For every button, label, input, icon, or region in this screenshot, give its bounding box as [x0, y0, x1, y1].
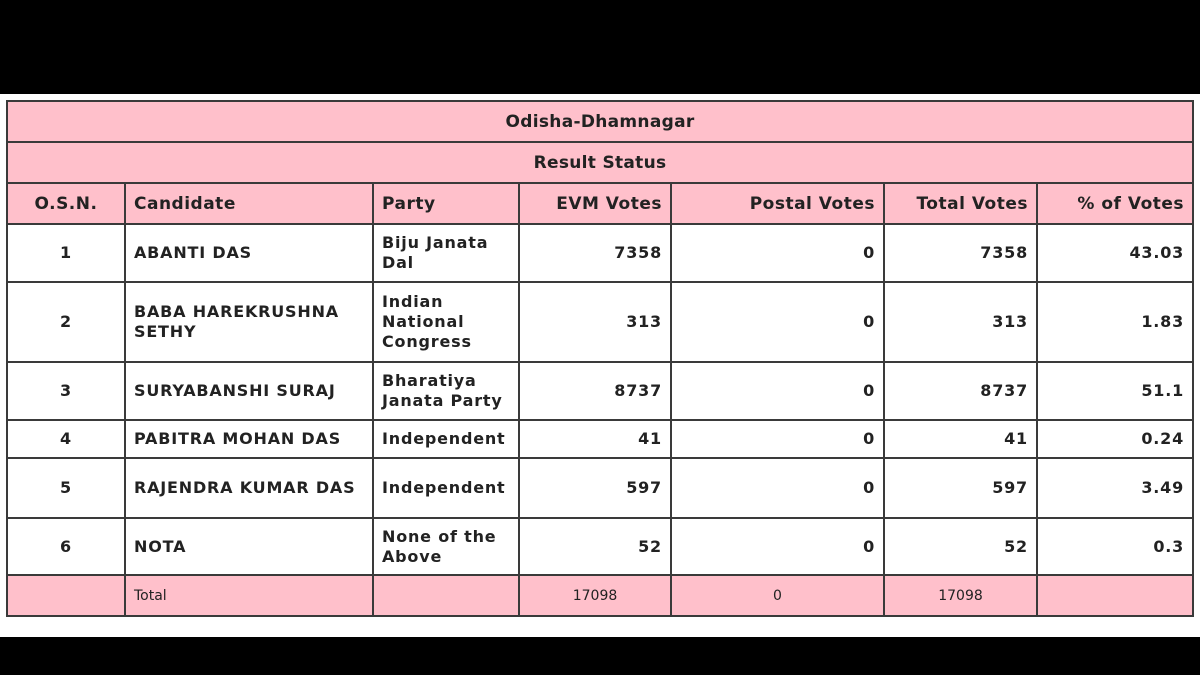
- cell-percent-votes: 3.49: [1037, 458, 1193, 518]
- cell-evm-votes: 52: [519, 518, 671, 575]
- cell-osn: 5: [7, 458, 125, 518]
- cell-percent-votes: 0.3: [1037, 518, 1193, 575]
- cell-candidate: ABANTI DAS: [125, 224, 373, 282]
- totals-osn-cell: [7, 575, 125, 616]
- cell-total-votes: 8737: [884, 362, 1037, 420]
- cell-osn: 6: [7, 518, 125, 575]
- header-party: Party: [373, 183, 519, 224]
- totals-party-cell: [373, 575, 519, 616]
- cell-candidate: BABA HAREKRUSHNA SETHY: [125, 282, 373, 362]
- cell-candidate: PABITRA MOHAN DAS: [125, 420, 373, 458]
- cell-evm-votes: 7358: [519, 224, 671, 282]
- totals-label: Total: [125, 575, 373, 616]
- totals-percent-cell: [1037, 575, 1193, 616]
- cell-osn: 4: [7, 420, 125, 458]
- cell-party: Biju Janata Dal: [373, 224, 519, 282]
- table-row: [7, 224, 1193, 282]
- cell-osn: 1: [7, 224, 125, 282]
- cell-candidate: SURYABANSHI SURAJ: [125, 362, 373, 420]
- table-row: [7, 362, 1193, 420]
- result-status-heading: Result Status: [7, 142, 1193, 183]
- table-row: [7, 282, 1193, 362]
- header-evm-votes: EVM Votes: [519, 183, 671, 224]
- cell-percent-votes: 51.1: [1037, 362, 1193, 420]
- cell-postal-votes: 0: [671, 224, 884, 282]
- cell-postal-votes: 0: [671, 518, 884, 575]
- constituency-title: Odisha-Dhamnagar: [7, 101, 1193, 142]
- cell-percent-votes: 0.24: [1037, 420, 1193, 458]
- table-row: [7, 518, 1193, 575]
- column-header-row: [7, 183, 1193, 224]
- totals-postal-votes: 0: [671, 575, 884, 616]
- totals-row: [7, 575, 1193, 616]
- cell-total-votes: 597: [884, 458, 1037, 518]
- cell-total-votes: 41: [884, 420, 1037, 458]
- cell-percent-votes: 1.83: [1037, 282, 1193, 362]
- cell-total-votes: 52: [884, 518, 1037, 575]
- cell-party: Bharatiya Janata Party: [373, 362, 519, 420]
- cell-osn: 2: [7, 282, 125, 362]
- result-status-row: [7, 142, 1193, 183]
- cell-percent-votes: 43.03: [1037, 224, 1193, 282]
- cell-postal-votes: 0: [671, 282, 884, 362]
- cell-osn: 3: [7, 362, 125, 420]
- cell-candidate: NOTA: [125, 518, 373, 575]
- cell-postal-votes: 0: [671, 362, 884, 420]
- results-page: [0, 94, 1200, 637]
- totals-total-votes: 17098: [884, 575, 1037, 616]
- cell-evm-votes: 41: [519, 420, 671, 458]
- cell-evm-votes: 313: [519, 282, 671, 362]
- constituency-title-row: [7, 101, 1193, 142]
- header-percent-votes: % of Votes: [1037, 183, 1193, 224]
- cell-evm-votes: 8737: [519, 362, 671, 420]
- cell-party: Independent: [373, 458, 519, 518]
- cell-party: None of the Above: [373, 518, 519, 575]
- table-row: [7, 420, 1193, 458]
- cell-party: Independent: [373, 420, 519, 458]
- cell-candidate: RAJENDRA KUMAR DAS: [125, 458, 373, 518]
- header-candidate: Candidate: [125, 183, 373, 224]
- cell-postal-votes: 0: [671, 458, 884, 518]
- results-table: [6, 100, 1194, 617]
- cell-total-votes: 7358: [884, 224, 1037, 282]
- header-postal-votes: Postal Votes: [671, 183, 884, 224]
- totals-evm-votes: 17098: [519, 575, 671, 616]
- cell-total-votes: 313: [884, 282, 1037, 362]
- table-row: [7, 458, 1193, 518]
- header-osn: O.S.N.: [7, 183, 125, 224]
- cell-evm-votes: 597: [519, 458, 671, 518]
- cell-postal-votes: 0: [671, 420, 884, 458]
- header-total-votes: Total Votes: [884, 183, 1037, 224]
- cell-party: Indian National Congress: [373, 282, 519, 362]
